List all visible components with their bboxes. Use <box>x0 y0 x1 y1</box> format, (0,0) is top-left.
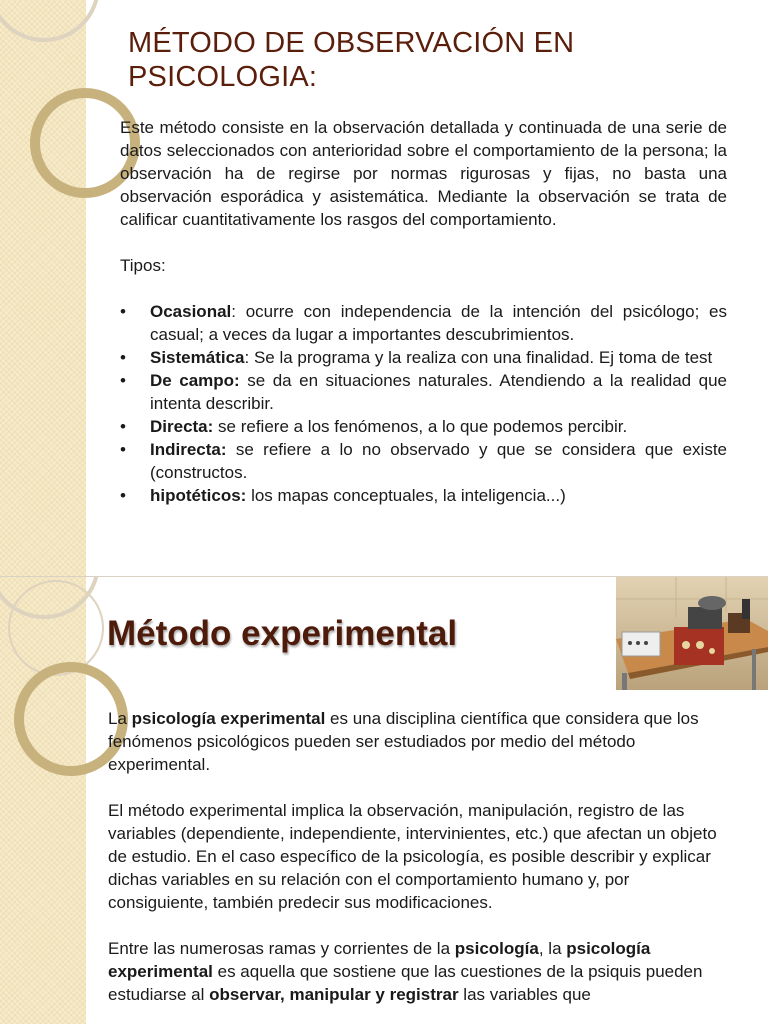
bullet-icon: • <box>120 440 126 459</box>
slide-metodo-experimental <box>0 577 768 1024</box>
type-term: hipotéticos: <box>150 486 247 505</box>
observation-paragraph: Este método consiste en la observación detallada y continuada de una serie de datos seleccionados con anterioridad sobre el comportamiento de la persona; la observación ha de regirse por normas rigurosas y fijas, no basta una observación esporádica y asistemática. Mediante la observación se trata de calificar cuantitativamente los rasgos del comportamiento. <box>120 118 727 229</box>
text-span: es aquella que sostiene que las cuestiones de la psiquis pueden estudiarse al <box>108 962 703 1004</box>
type-description: se da en situaciones naturales. Atendiendo a la realidad que intenta describir. <box>150 371 727 413</box>
list-item <box>120 415 727 438</box>
method-paragraph: El método experimental implica la observación, manipulación, registro de las variables (dependiente, independiente, intervinientes, etc.) que afectan un objeto de estudio. En el caso específico de la psicología, es posible describir y explicar dichas variables en su relación con el comportamiento humano y, por consiguiente, también predecir sus modificaciones. <box>108 801 717 912</box>
branches-paragraph <box>108 937 730 1006</box>
list-item <box>120 346 727 369</box>
list-item <box>120 300 727 346</box>
decorative-ring-icon <box>0 0 100 42</box>
list-item <box>120 369 727 415</box>
type-description: : ocurre con independencia de la intención del psicólogo; es casual; a veces da lugar a importantes descubrimientos. <box>150 302 727 344</box>
slide2-title: Método experimental <box>107 614 458 653</box>
definition-paragraph <box>108 707 730 776</box>
slide2-body <box>108 707 730 1024</box>
type-term: Sistemática <box>150 348 245 367</box>
bullet-icon: • <box>120 348 126 367</box>
type-description: : Se la programa y la realiza con una finalidad. Ej toma de test <box>244 348 713 367</box>
lab-equipment-photo <box>616 577 768 690</box>
types-label: Tipos: <box>120 256 166 275</box>
type-term: De campo: <box>150 371 240 390</box>
bold-term: psicología experimental <box>108 939 651 981</box>
bold-term: observar, manipular y registrar <box>209 985 459 1004</box>
bullet-icon: • <box>120 417 126 436</box>
slide1-body <box>120 116 727 507</box>
slide1-title <box>128 26 688 94</box>
text-span: las variables que <box>458 985 591 1004</box>
slide1-title-line2: PSICOLOGIA: <box>128 61 318 93</box>
type-term: Indirecta: <box>150 440 227 459</box>
decorative-ring-icon <box>8 580 104 676</box>
type-description: se refiere a lo no observado y que se considera que existe (constructos. <box>150 440 727 482</box>
decorative-side-stripe <box>0 577 86 1024</box>
decorative-side-stripe <box>0 0 86 576</box>
type-term: Ocasional <box>150 302 232 321</box>
list-item <box>120 484 727 507</box>
text-span: Entre las numerosas ramas y corrientes de la <box>108 939 455 958</box>
text-span: , la <box>538 939 567 958</box>
text-span: La <box>108 709 132 728</box>
bullet-icon: • <box>120 302 126 321</box>
bullet-icon: • <box>120 486 126 505</box>
bold-term: psicología <box>454 939 539 958</box>
type-description: los mapas conceptuales, la inteligencia...) <box>246 486 566 505</box>
lab-equipment-icon <box>616 577 768 690</box>
slide1-title-line1: MÉTODO DE OBSERVACIÓN EN <box>128 27 575 59</box>
text-span: es una disciplina científica que considera que los fenómenos psicológicos pueden ser estudiados por medio del método experimental. <box>108 709 699 774</box>
bold-term: psicología experimental <box>131 709 326 728</box>
type-term: Directa: <box>150 417 214 436</box>
types-list <box>120 300 727 507</box>
list-item <box>120 438 727 484</box>
bullet-icon: • <box>120 371 126 390</box>
type-description: se refiere a los fenómenos, a lo que podemos percibir. <box>213 417 628 436</box>
